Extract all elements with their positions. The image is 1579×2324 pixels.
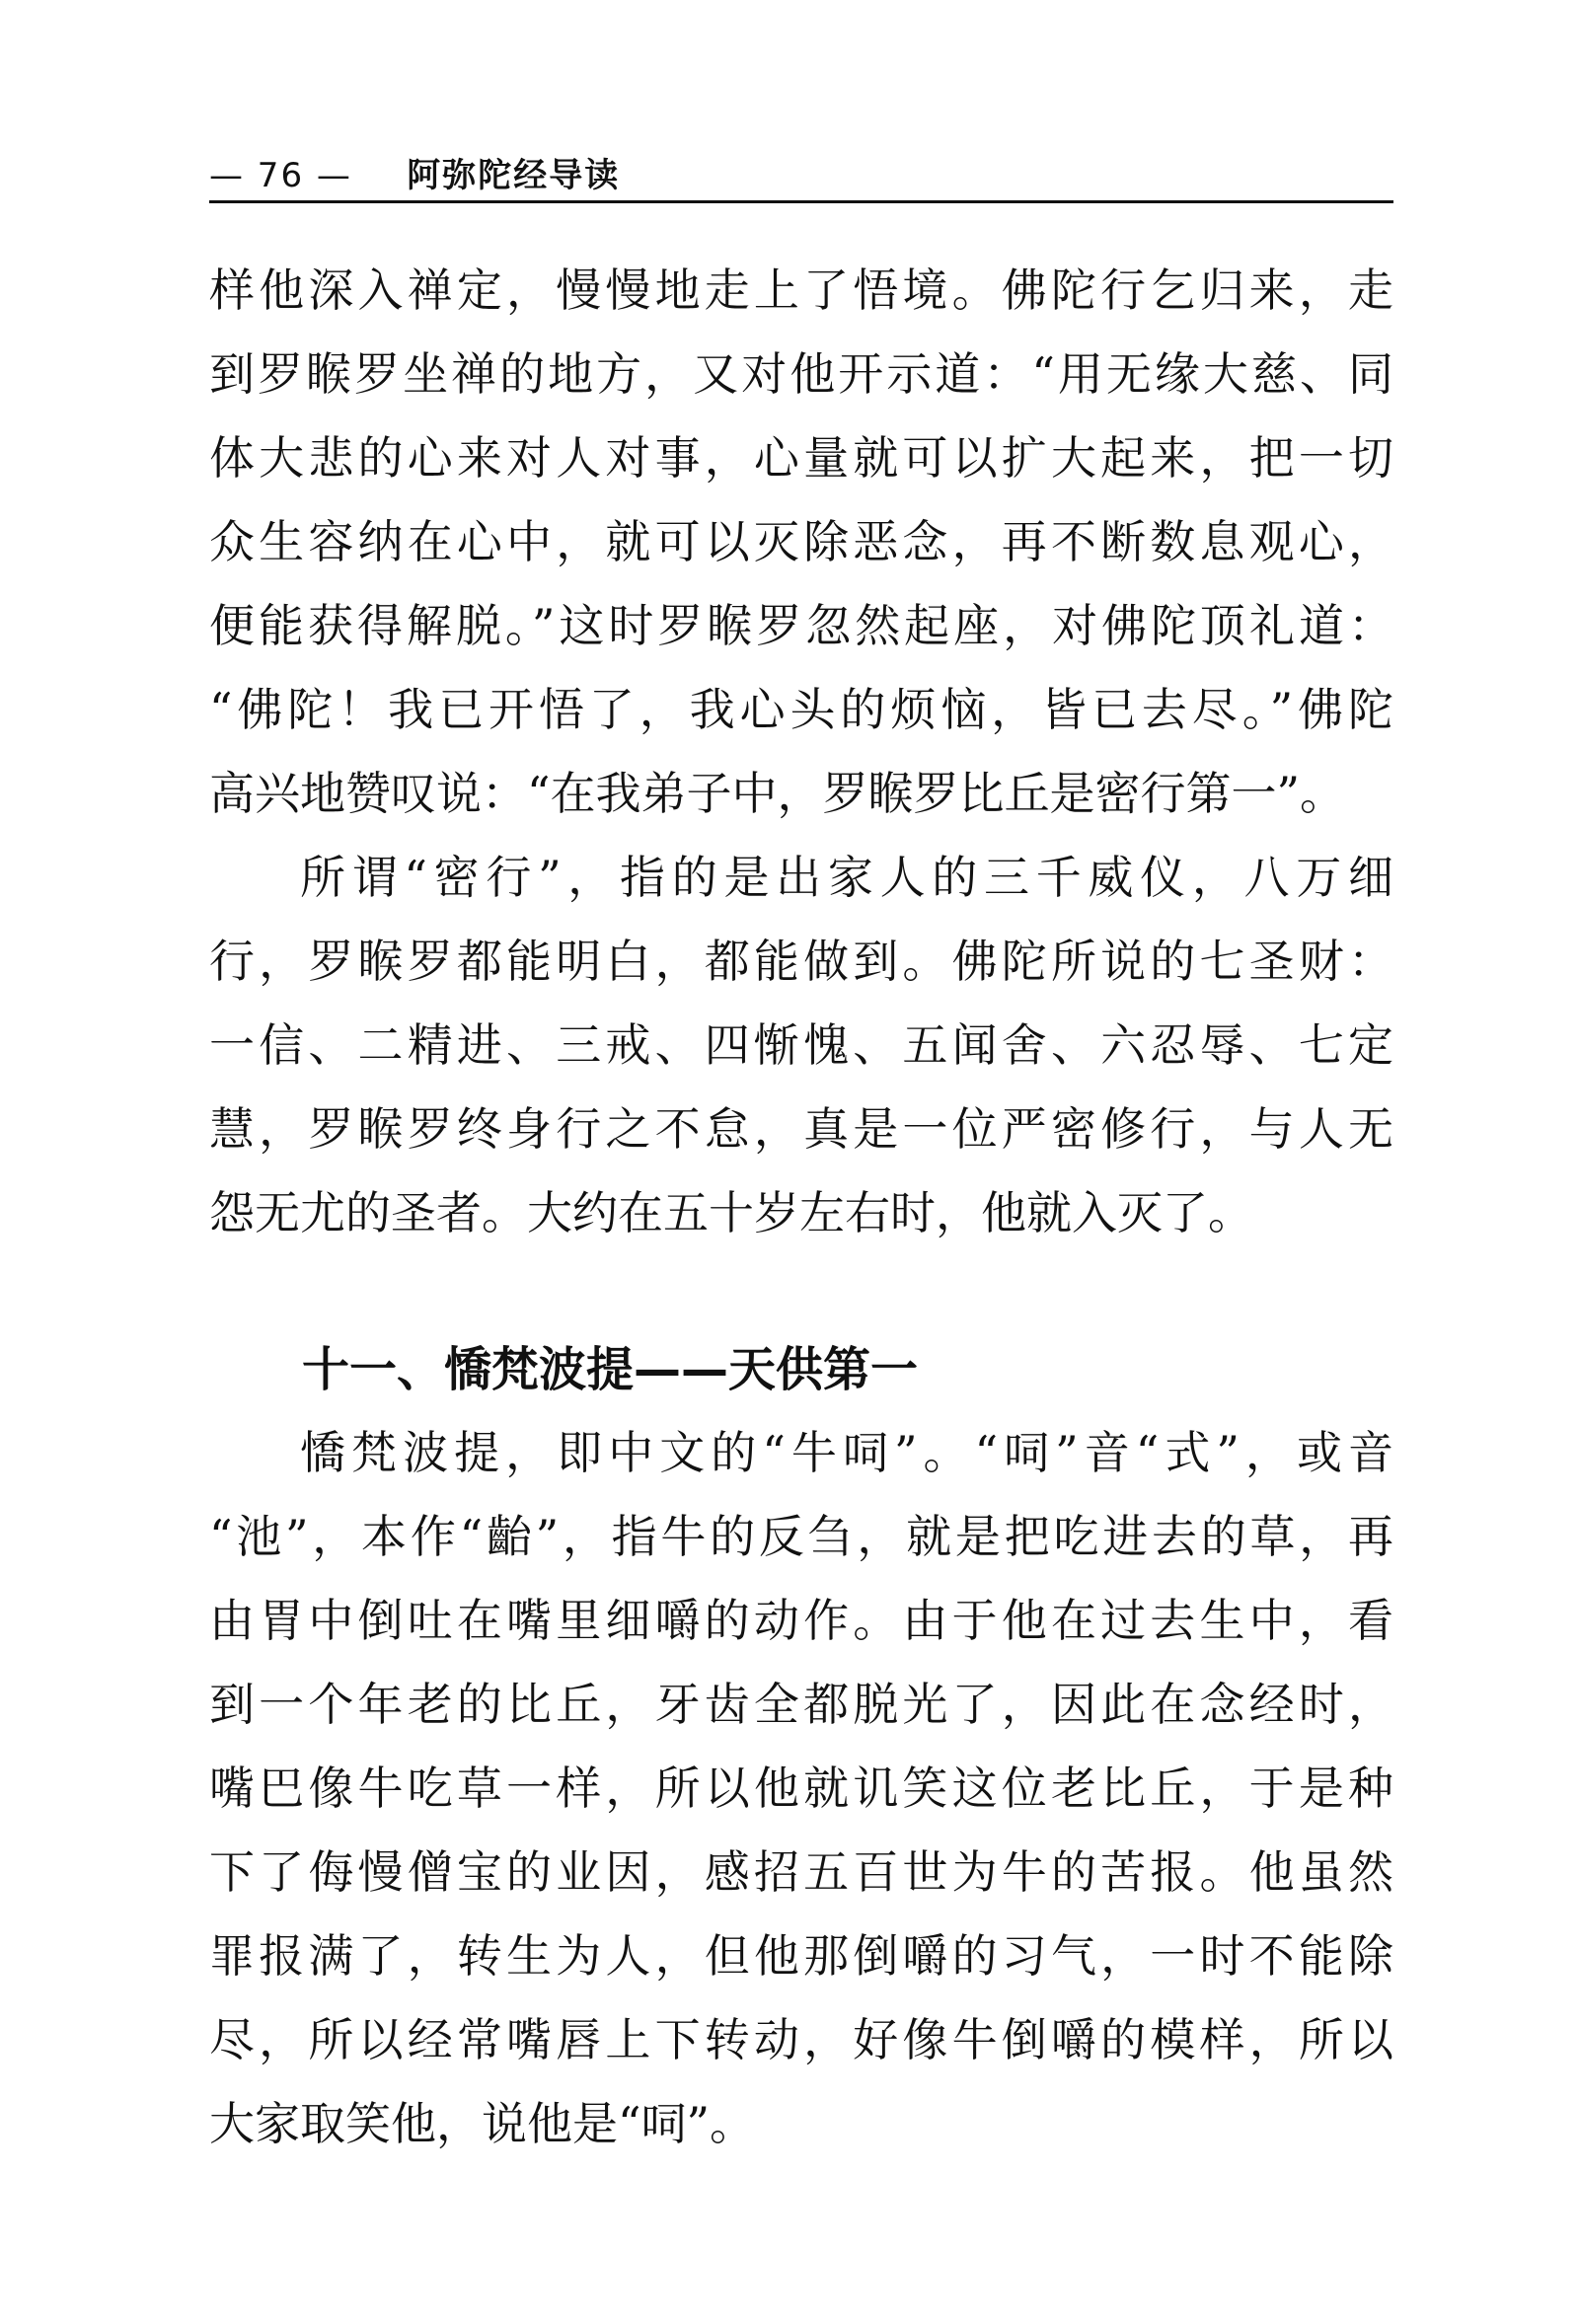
- text-line: 体大悲的心来对人对事，心量就可以扩大起来，把一切: [209, 431, 1393, 485]
- text-line: 便能获得解脱。”这时罗睺罗忽然起座，对佛陀顶礼道：: [209, 599, 1393, 652]
- text-line: 大家取笑他，说他是“呞”。: [209, 2097, 756, 2150]
- text-line: 嘴巴像牛吃草一样，所以他就讥笑这位老比丘，于是种: [209, 1762, 1393, 1815]
- text-line: 一信、二精进、三戒、四惭愧、五闻舍、六忍辱、七定: [209, 1018, 1393, 1072]
- header-rule: [209, 200, 1393, 203]
- text-line: 怨无尤的圣者。大约在五十岁左右时，他就入灭了。: [209, 1186, 1253, 1239]
- body-text-lower: [209, 1411, 1393, 2166]
- paragraph-continuation: [209, 249, 1393, 836]
- text-line: 由胃中倒吐在嘴里细嚼的动作。由于他在过去生中，看: [209, 1594, 1393, 1647]
- text-line: 下了侮慢僧宝的业因，感招五百世为牛的苦报。他虽然: [209, 1845, 1393, 1899]
- header-spacer: [366, 156, 394, 195]
- text-line: “池”，本作“齝”，指牛的反刍，就是把吃进去的草，再: [209, 1510, 1393, 1563]
- book-title: 阿弥陀经导读: [407, 156, 621, 195]
- page-number: — 76 —: [209, 156, 352, 195]
- paragraph-secret-practice: [209, 836, 1393, 1255]
- text-line: 到罗睺罗坐禅的地方，又对他开示道：“用无缘大慈、同: [209, 347, 1393, 401]
- body-text-upper: [209, 249, 1393, 1255]
- text-line: 所谓“密行”，指的是出家人的三千威仪，八万细: [300, 851, 1393, 904]
- text-line: 高兴地赞叹说：“在我弟子中，罗睺罗比丘是密行第一”。: [209, 767, 1346, 820]
- text-line: 众生容纳在心中，就可以灭除恶念，再不断数息观心，: [209, 515, 1393, 568]
- text-line: 样他深入禅定，慢慢地走上了悟境。佛陀行乞归来，走: [209, 263, 1393, 317]
- text-line: 慧，罗睺罗终身行之不怠，真是一位严密修行，与人无: [209, 1102, 1393, 1156]
- text-line: 憍梵波提，即中文的“牛呞”。“呞”音“式”，或音: [300, 1426, 1393, 1479]
- section-heading: 十一、憍梵波提——天供第一: [302, 1342, 919, 1397]
- paragraph-gavampati: [209, 1411, 1393, 2166]
- text-line: 行，罗睺罗都能明白，都能做到。佛陀所说的七圣财：: [209, 935, 1393, 988]
- text-line: 罪报满了，转生为人，但他那倒嚼的习气，一时不能除: [209, 1929, 1393, 1983]
- text-line: 到一个年老的比丘，牙齿全都脱光了，因此在念经时，: [209, 1678, 1393, 1731]
- text-line: “佛陀！我已开悟了，我心头的烦恼，皆已去尽。”佛陀: [209, 683, 1393, 736]
- text-line: 尽，所以经常嘴唇上下转动，好像牛倒嚼的模样，所以: [209, 2013, 1393, 2066]
- running-header: [209, 148, 620, 196]
